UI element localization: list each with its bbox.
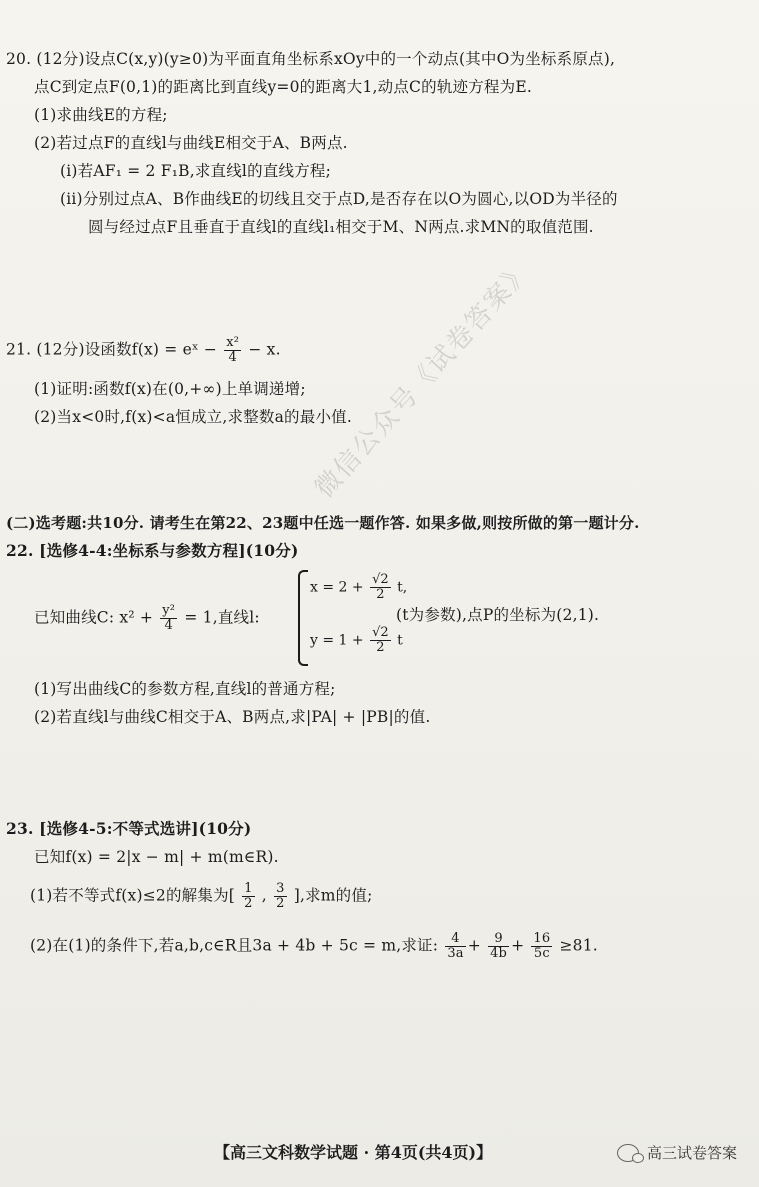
q23-part2-post: ≥81. — [559, 936, 598, 955]
q22-sys-y-frac — [370, 626, 391, 655]
q20-part2: (2)若过点F的直线l与曲线E相交于A、B两点. — [34, 134, 348, 152]
section-optional-header: (二)选考题:共10分. 请考生在第22、23题中任选一题作答. 如果多做,则按所做的第一题计分. — [6, 514, 640, 532]
q23-part1-pre: (1)若不等式f(x)≤2的解集为[ — [30, 886, 236, 905]
page-footer: 【高三文科数学试题 · 第4页(共4页)】 — [214, 1143, 493, 1162]
q22-system-brace — [298, 570, 308, 666]
q22-given-post: (t为参数),点P的坐标为(2,1). — [396, 606, 600, 624]
q22-system-x — [310, 573, 407, 602]
q23-part1-post: ],求m的值; — [293, 886, 373, 905]
q23-frac1-den: 3a — [447, 946, 464, 961]
q23-frac1 — [445, 932, 465, 961]
q23-p1-num1: 1 — [244, 881, 253, 896]
q20-sub2-line1: (ii)分别过点A、B作曲线E的切线且交于点D,是否存在以O为圆心,以OD为半径的 — [60, 190, 618, 208]
q23-given: 已知f(x) = 2|x − m| + m(m∈R). — [34, 848, 279, 866]
q22-frac-den: 4 — [164, 618, 173, 633]
q22-sys-x-den: 2 — [376, 587, 385, 602]
q22-sys-y-pre: y = 1 + — [310, 632, 364, 649]
q22-given-mid: = 1,直线l: — [184, 608, 260, 627]
q21-frac-num: x² — [226, 335, 240, 350]
q20-sub1: (i)若AF₁ = 2 F₁B,求直线l的直线方程; — [60, 162, 332, 180]
q23-p1-den2: 2 — [276, 896, 285, 911]
q22-title: 22. [选修4-4:坐标系与参数方程](10分) — [6, 541, 299, 560]
q23-p1-sep: , — [261, 886, 267, 905]
q21-part2: (2)当x<0时,f(x)<a恒成立,求整数a的最小值. — [34, 408, 352, 426]
q23-frac3-num: 16 — [533, 931, 551, 946]
q22-frac-num: y² — [162, 603, 176, 618]
q23-frac2 — [488, 932, 509, 961]
q21-part1: (1)证明:函数f(x)在(0,+∞)上单调递增; — [34, 380, 306, 398]
wechat-icon — [617, 1144, 639, 1162]
q21-stem-pre: 21. (12分)设函数f(x) = eˣ − — [6, 340, 218, 359]
q23-p1-num2: 3 — [276, 881, 285, 896]
q23-p1-frac1 — [242, 882, 254, 911]
q22-sys-x-pre: x = 2 + — [310, 579, 364, 596]
q22-sys-y-den: 2 — [376, 640, 385, 655]
q22-part1: (1)写出曲线C的参数方程,直线l的普通方程; — [34, 680, 336, 698]
q22-sys-x-frac — [370, 573, 391, 602]
q23-frac3-den: 5c — [533, 946, 550, 961]
q22-sys-x-post: t, — [397, 579, 408, 596]
q23-frac3 — [531, 932, 552, 961]
brand-name: 高三试卷答案 — [646, 1144, 737, 1162]
q22-part2: (2)若直线l与曲线C相交于A、B两点,求|PA| + |PB|的值. — [34, 708, 431, 726]
q22-sys-y-post: t — [397, 632, 403, 649]
q23-frac2-num: 9 — [488, 932, 509, 947]
q21-stem — [6, 336, 281, 365]
q22-sys-x-num: √2 — [372, 572, 389, 587]
q22-fraction — [160, 604, 177, 633]
q23-frac2-den: 4b — [490, 946, 508, 961]
q23-frac1-num: 4 — [445, 932, 465, 947]
q22-system-y — [310, 626, 403, 655]
q22-given — [34, 604, 260, 633]
q20-sub2-line2: 圆与经过点F且垂直于直线l的直线l₁相交于M、N两点.求MN的取值范围. — [88, 218, 594, 236]
q21-stem-post: − x. — [248, 340, 281, 359]
watermark: 微信公众号《试卷答案》 — [309, 255, 538, 505]
q23-p1-den1: 2 — [244, 896, 253, 911]
q23-part2: (2)在(1)的条件下,若a,b,c∈R且3a + 4b + 5c = m,求证: $\frac{4}{3a}$ + $\frac{9}{4b}$ + $\frac{16}{5c}$ ≥81. — [30, 931, 598, 961]
q20-part1: (1)求曲线E的方程; — [34, 106, 168, 124]
q21-frac-den: 4 — [228, 350, 237, 365]
q23-p1-frac2 — [274, 882, 286, 911]
q23-title: 23. [选修4-5:不等式选讲](10分) — [6, 819, 252, 838]
q22-sys-y-num: √2 — [372, 625, 389, 640]
q23-part2-pre: (2)在(1)的条件下,若a,b,c∈R且3a + 4b + 5c = m,求证: — [30, 936, 439, 955]
brand-badge — [617, 1142, 737, 1163]
q20-stem-line2: 点C到定点F(0,1)的距离比到直线y=0的距离大1,动点C的轨迹方程为E. — [34, 78, 532, 96]
q20-stem-line1: 20. (12分)设点C(x,y)(y≥0)为平面直角坐标系xOy中的一个动点(其中O为坐标系原点), — [6, 50, 616, 68]
q22-given-pre: 已知曲线C: x² + — [34, 608, 154, 627]
q21-fraction — [224, 336, 241, 365]
q23-part1 — [30, 882, 373, 911]
